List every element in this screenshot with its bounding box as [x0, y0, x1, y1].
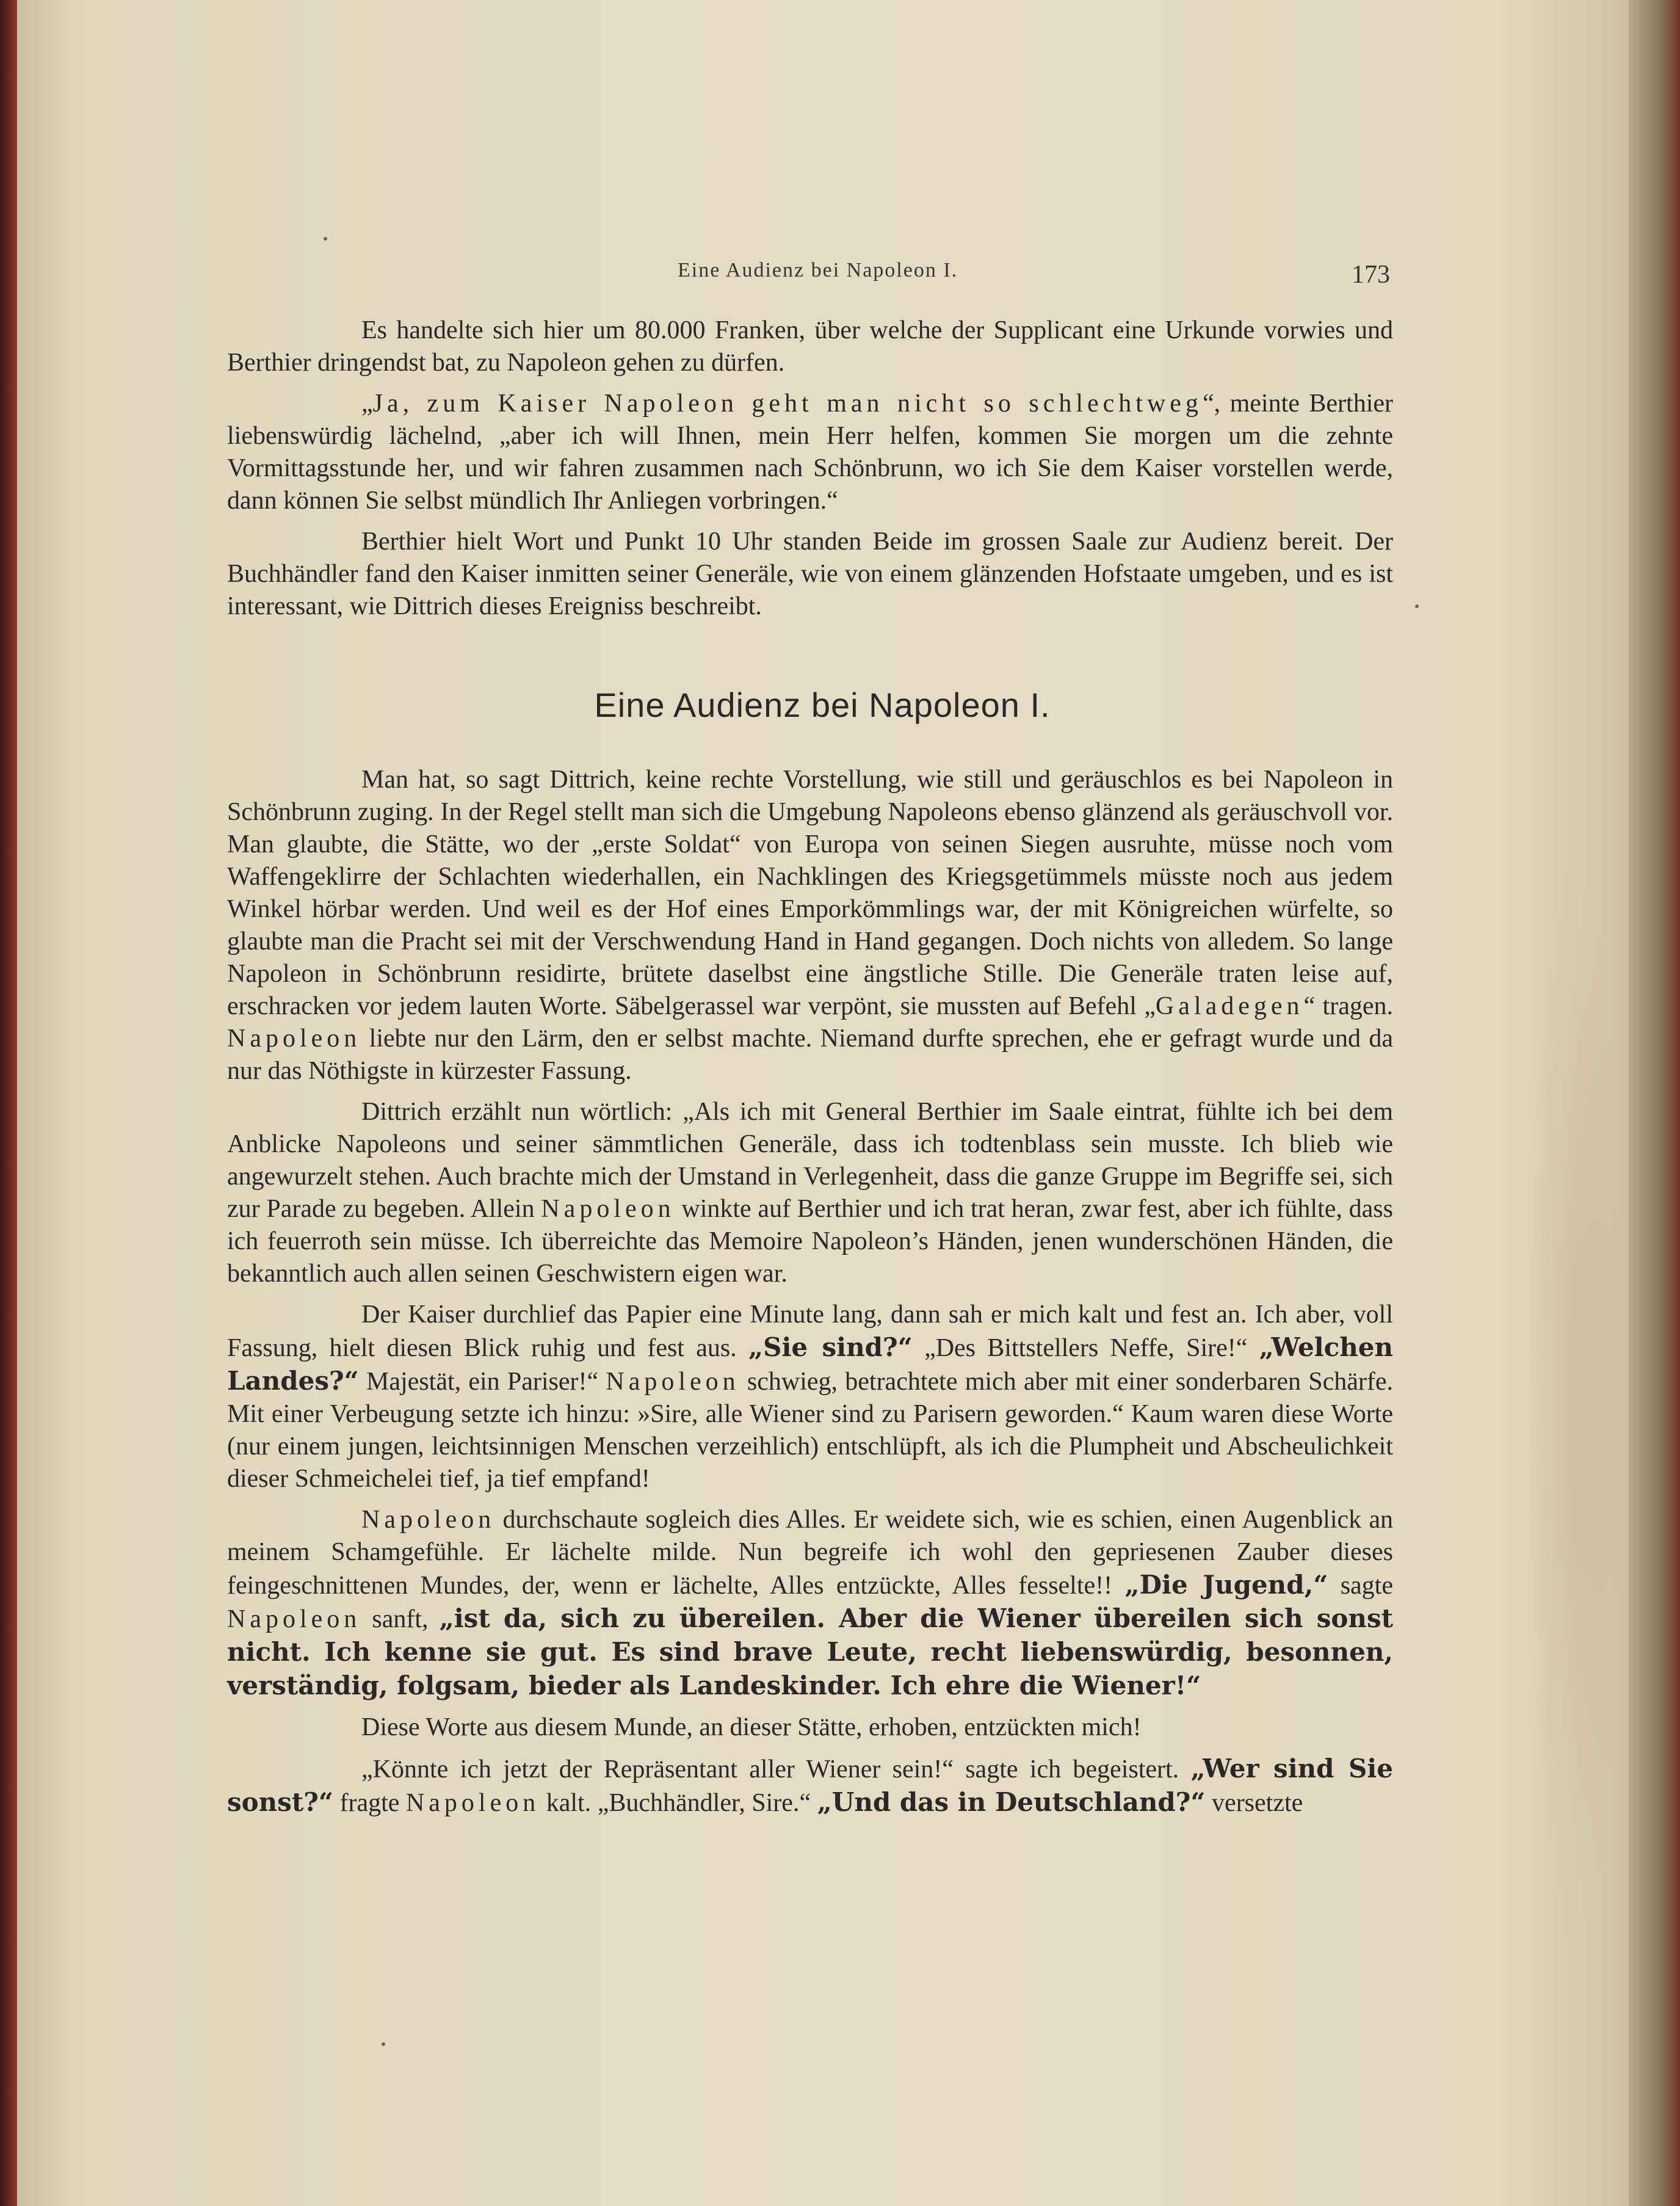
paragraph-text: Diese Worte aus diesem Munde, an dieser Stätte, erhoben, entzückten mich!: [361, 1713, 1142, 1741]
fraktur-quote: „Sie sind?“: [748, 1332, 913, 1362]
paragraph-text: Der Kaiser durchlief das Papier eine Minute lang, dann sah er mich kalt und fest an. Ich aber, voll Fassung, hielt diesen Blick ruhig und fest aus.: [227, 1301, 1393, 1362]
paragraph: [227, 1504, 1393, 1703]
paragraph-text: “, meinte Berthier liebenswürdig lächelnd, „aber ich will Ihnen, mein Herr helfen, kommen Sie morgen um die zehnte Vormittagsstunde her, und wir fahren zusammen nach Schönbrunn, wo ich Sie dem Kaiser vorstellen werde, dann können Sie selbst mündlich Ihr Anliegen vorbringen.“: [227, 390, 1393, 515]
paragraph-text: sanft,: [361, 1605, 440, 1633]
fraktur-quote: „ist da, sich zu übereilen. Aber die Wiener übereilen sich sonst nicht. Ich kenne sie gut. Es sind brave Leute, recht liebenswürdig, besonnen, verständig, folgsam, bieder als Landeskinder. Ich ehre die Wiener!“: [227, 1603, 1393, 1700]
page-edge: [1629, 0, 1680, 2206]
spaced-emphasis: Napoleon: [405, 1789, 540, 1817]
running-title: Eine Audienz bei Napoleon I.: [678, 259, 958, 281]
paragraph-text: liebte nur den Lärm, den er selbst machte. Niemand durfte sprechen, ehe er gefragt wurde und da nur das Nöthigste in kürzester Fassung.: [227, 1025, 1393, 1085]
page-number: 173: [1352, 261, 1390, 289]
paragraph: [227, 1299, 1393, 1495]
paragraph: [227, 526, 1393, 623]
paragraph-text: Dittrich erzählt nun wörtlich: „Als ich mit General Berthier im Saale eintrat, fühlte ich bei dem Anblicke Napoleons und seiner sämmtlichen Generäle, dass ich todtenblass sein musste. Ich blieb wie angewurzelt stehen. Auch brachte mich der Umstand in Verlegenheit, dass die ganze Gruppe im Begriffe sei, sich zur Parade zu begeben. Allein: [227, 1098, 1393, 1223]
paragraph-text: sagte: [1328, 1572, 1393, 1600]
paragraph-text: kalt. „Buchhändler, Sire.“: [540, 1789, 817, 1817]
section-title: [227, 686, 1393, 724]
fraktur-quote: „Wer sind Sie sonst?“: [227, 1754, 1393, 1817]
paragraph-text: „Des Bittstellers Neffe, Sire!“: [912, 1334, 1259, 1362]
quote-mark: „: [361, 390, 373, 418]
speck: [1415, 604, 1419, 608]
paragraph-text: „Könnte ich jetzt der Repräsentant aller Wiener sein!“ sagte ich begeistert.: [361, 1755, 1191, 1783]
paragraph-text: Es handelte sich hier um 80.000 Franken, über welche der Supplicant eine Urkunde vorwies und Berthier dringendst bat, zu Napoleon gehen zu dürfen.: [227, 316, 1393, 377]
paper-stain: [1526, 855, 1624, 1954]
paragraph: [227, 388, 1393, 517]
speck: [382, 2042, 385, 2046]
paragraph: [227, 1752, 1393, 1820]
paragraph-text: durchschaute sogleich dies Alles. Er weidete sich, wie es schien, einen Augenblick an meinem Schamgefühle. Er lächelte milde. Nun begreife ich wohl den gepriesenen Zauber dieses feingeschnittenen Mundes, der, wenn er lächelte, Alles entzückte, Alles fesselte!!: [227, 1506, 1393, 1600]
paragraph: [227, 1711, 1393, 1744]
spaced-emphasis: Napoleon: [227, 1025, 361, 1053]
spaced-emphasis: Napoleon: [361, 1506, 496, 1534]
book-binding: [0, 0, 17, 2206]
spaced-emphasis: Ja, zum Kaiser Napoleon geht man nicht so schlechtweg: [372, 390, 1203, 418]
section-title-text: Eine Audienz bei Napoleon I.: [594, 686, 1051, 724]
paragraph: [227, 764, 1393, 1087]
paragraph-text: versetzte: [1205, 1789, 1303, 1817]
paragraph-text: Majestät, ein Pariser!“: [358, 1368, 606, 1396]
speck: [324, 237, 327, 241]
paragraph-text: Man hat, so sagt Dittrich, keine rechte Vorstellung, wie still und geräuschlos es bei Napoleon in Schönbrunn zuging. In der Regel stellt man sich die Umgebung Napoleons ebenso glänzend als geräuschvoll vor. Man glaubte, die Stätte, wo der „erste Soldat“ von Europa von seinen Siegen ausruhte, müsse noch vom Waffengeklirre der Schlachten wiederhallen, ein Nachklingen des Kriegsgetümmels müsste noch aus jedem Winkel hörbar werden. Und weil es der Hof eines Emporkömmlings war, der mit Königreichen würfelte, so glaubte man die Pracht sei mit der Verschwendung Hand in Hand gegangen. Doch nichts von alledem. So lange Napoleon in Schönbrunn residirte, brütete daselbst eine ängstliche Stille. Die Generäle traten leise auf, erschracken vor jedem lauten Worte. Säbelgerassel war verpönt, sie mussten auf Befehl „: [227, 766, 1393, 1020]
fraktur-quote: „Welchen Landes?“: [227, 1332, 1394, 1396]
paragraph-text: schwieg, betrachtete mich aber mit einer sonderbaren Schärfe. Mit einer Verbeugung setzte ich hinzu: »Sire, alle Wiener sind zu Parisern geworden.“ Kaum waren diese Worte (nur einem jungen, leichtsinnigen Menschen verzeihlich) entschlüpft, als ich die Plumpheit und Abscheulichkeit dieser Schmeichelei tief, ja tief empfand!: [227, 1368, 1394, 1493]
paragraph-text: winkte auf Berthier und ich trat heran, zwar fest, aber ich fühlte, dass ich feuerroth sein müsse. Ich überreichte das Memoire Napoleon’s Händen, jenen wunderschönen Händen, die bekanntlich auch allen seinen Geschwistern eigen war.: [227, 1195, 1393, 1288]
paragraph: [227, 314, 1393, 379]
paragraph-text: fragte: [333, 1789, 406, 1817]
fraktur-quote: „Die Jugend,“: [1124, 1570, 1328, 1600]
spaced-emphasis: Galadegen: [1155, 992, 1304, 1020]
page-text: [227, 314, 1393, 1828]
spaced-emphasis: Napoleon: [227, 1605, 361, 1633]
paragraph-text: Berthier hielt Wort und Punkt 10 Uhr standen Beide im grossen Saale zur Audienz bereit. Der Buchhändler fand den Kaiser inmitten seiner Generäle, wie von einem glänzenden Hofstaate umgeben, und es ist interessant, wie Dittrich dieses Ereigniss beschreibt.: [227, 528, 1393, 620]
paragraph: [227, 1096, 1393, 1290]
spaced-emphasis: Napoleon: [541, 1195, 675, 1223]
fraktur-quote: „Und das in Deutschland?“: [817, 1787, 1206, 1817]
paragraph-text: “ tragen.: [1303, 992, 1393, 1020]
spaced-emphasis: Napoleon: [606, 1368, 740, 1396]
